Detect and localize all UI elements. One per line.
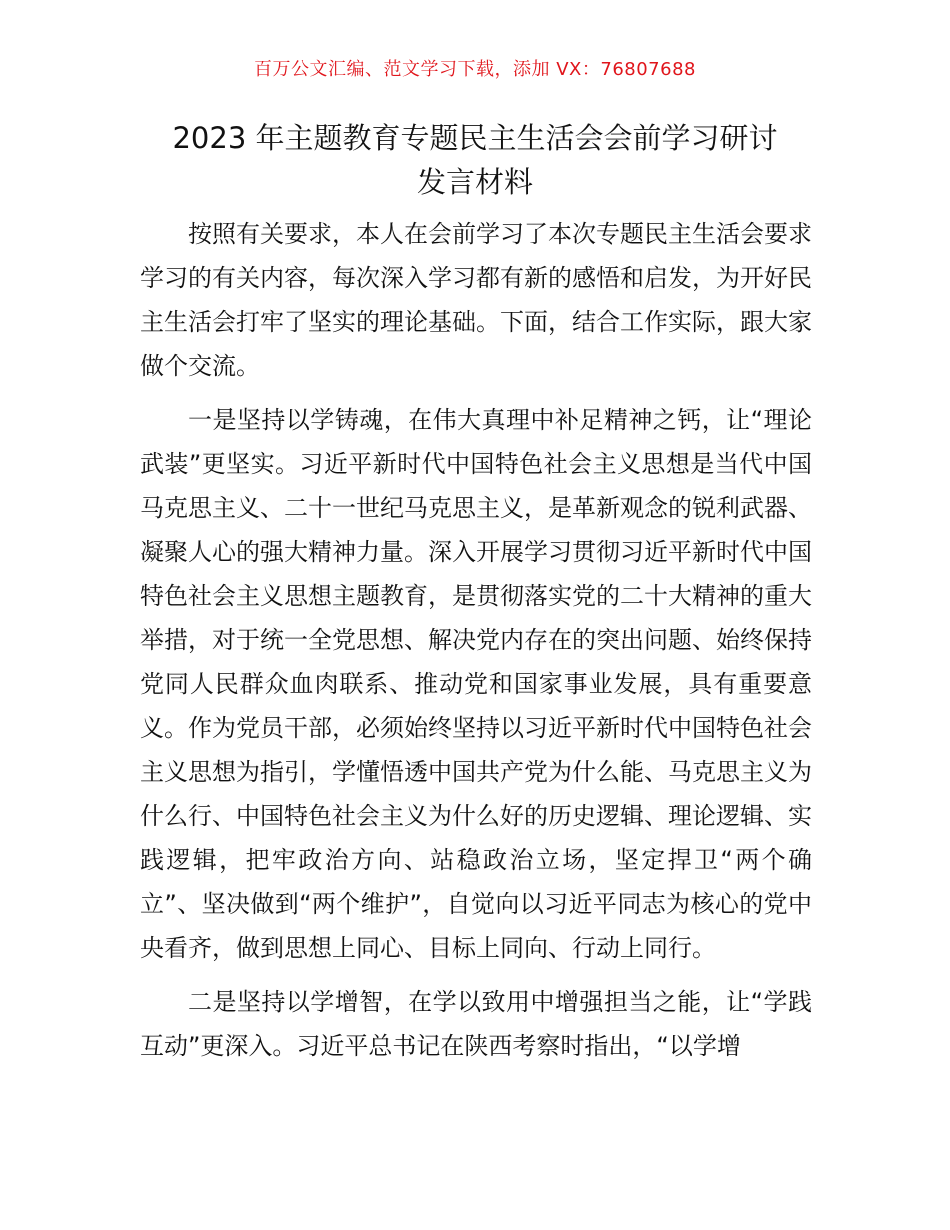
- title-line-1: 2023 年主题教育专题民主生活会会前学习研讨: [172, 121, 778, 155]
- title-line-2: 发言材料: [416, 165, 533, 199]
- document-body: [140, 212, 812, 1078]
- section-one-paragraph: 一是坚持以学铸魂，在伟大真理中补足精神之钙，让“理论武装”更坚实。习近平新时代中国特色社会主义思想是当代中国马克思主义、二十一世纪马克思主义，是革新观念的锐利武器、凝聚人心的强大精神力量。深入开展学习贯彻习近平新时代中国特色社会主义思想主题教育，是贯彻落实党的二十大精神的重大举措，对于统一全党思想、解决党内存在的突出问题、始终保持党同人民群众血肉联系、推动党和国家事业发展，具有重要意义。作为党员干部，必须始终坚持以习近平新时代中国特色社会主义思想为指引，学懂悟透中国共产党为什么能、马克思主义为什么行、中国特色社会主义为什么好的历史逻辑、理论逻辑、实践逻辑，把牢政治方向、站稳政治立场，坚定捍卫“两个确立”、坚决做到“两个维护”，自觉向以习近平同志为核心的党中央看齐，做到思想上同心、目标上同向、行动上同行。: [140, 406, 812, 962]
- document-title: [120, 116, 830, 204]
- section-two-paragraph: 二是坚持以学增智，在学以致用中增强担当之能，让“学践互动”更深入。习近平总书记在陕西考察时指出，“以学增: [140, 988, 812, 1060]
- intro-paragraph: 按照有关要求，本人在会前学习了本次专题民主生活会要求学习的有关内容，每次深入学习都有新的感悟和启发，为开好民主生活会打牢了坚实的理论基础。下面，结合工作实际，跟大家做个交流。: [140, 220, 812, 380]
- header-promo-note: 百万公文汇编、范文学习下载，添加 VX：76807688: [254, 59, 696, 80]
